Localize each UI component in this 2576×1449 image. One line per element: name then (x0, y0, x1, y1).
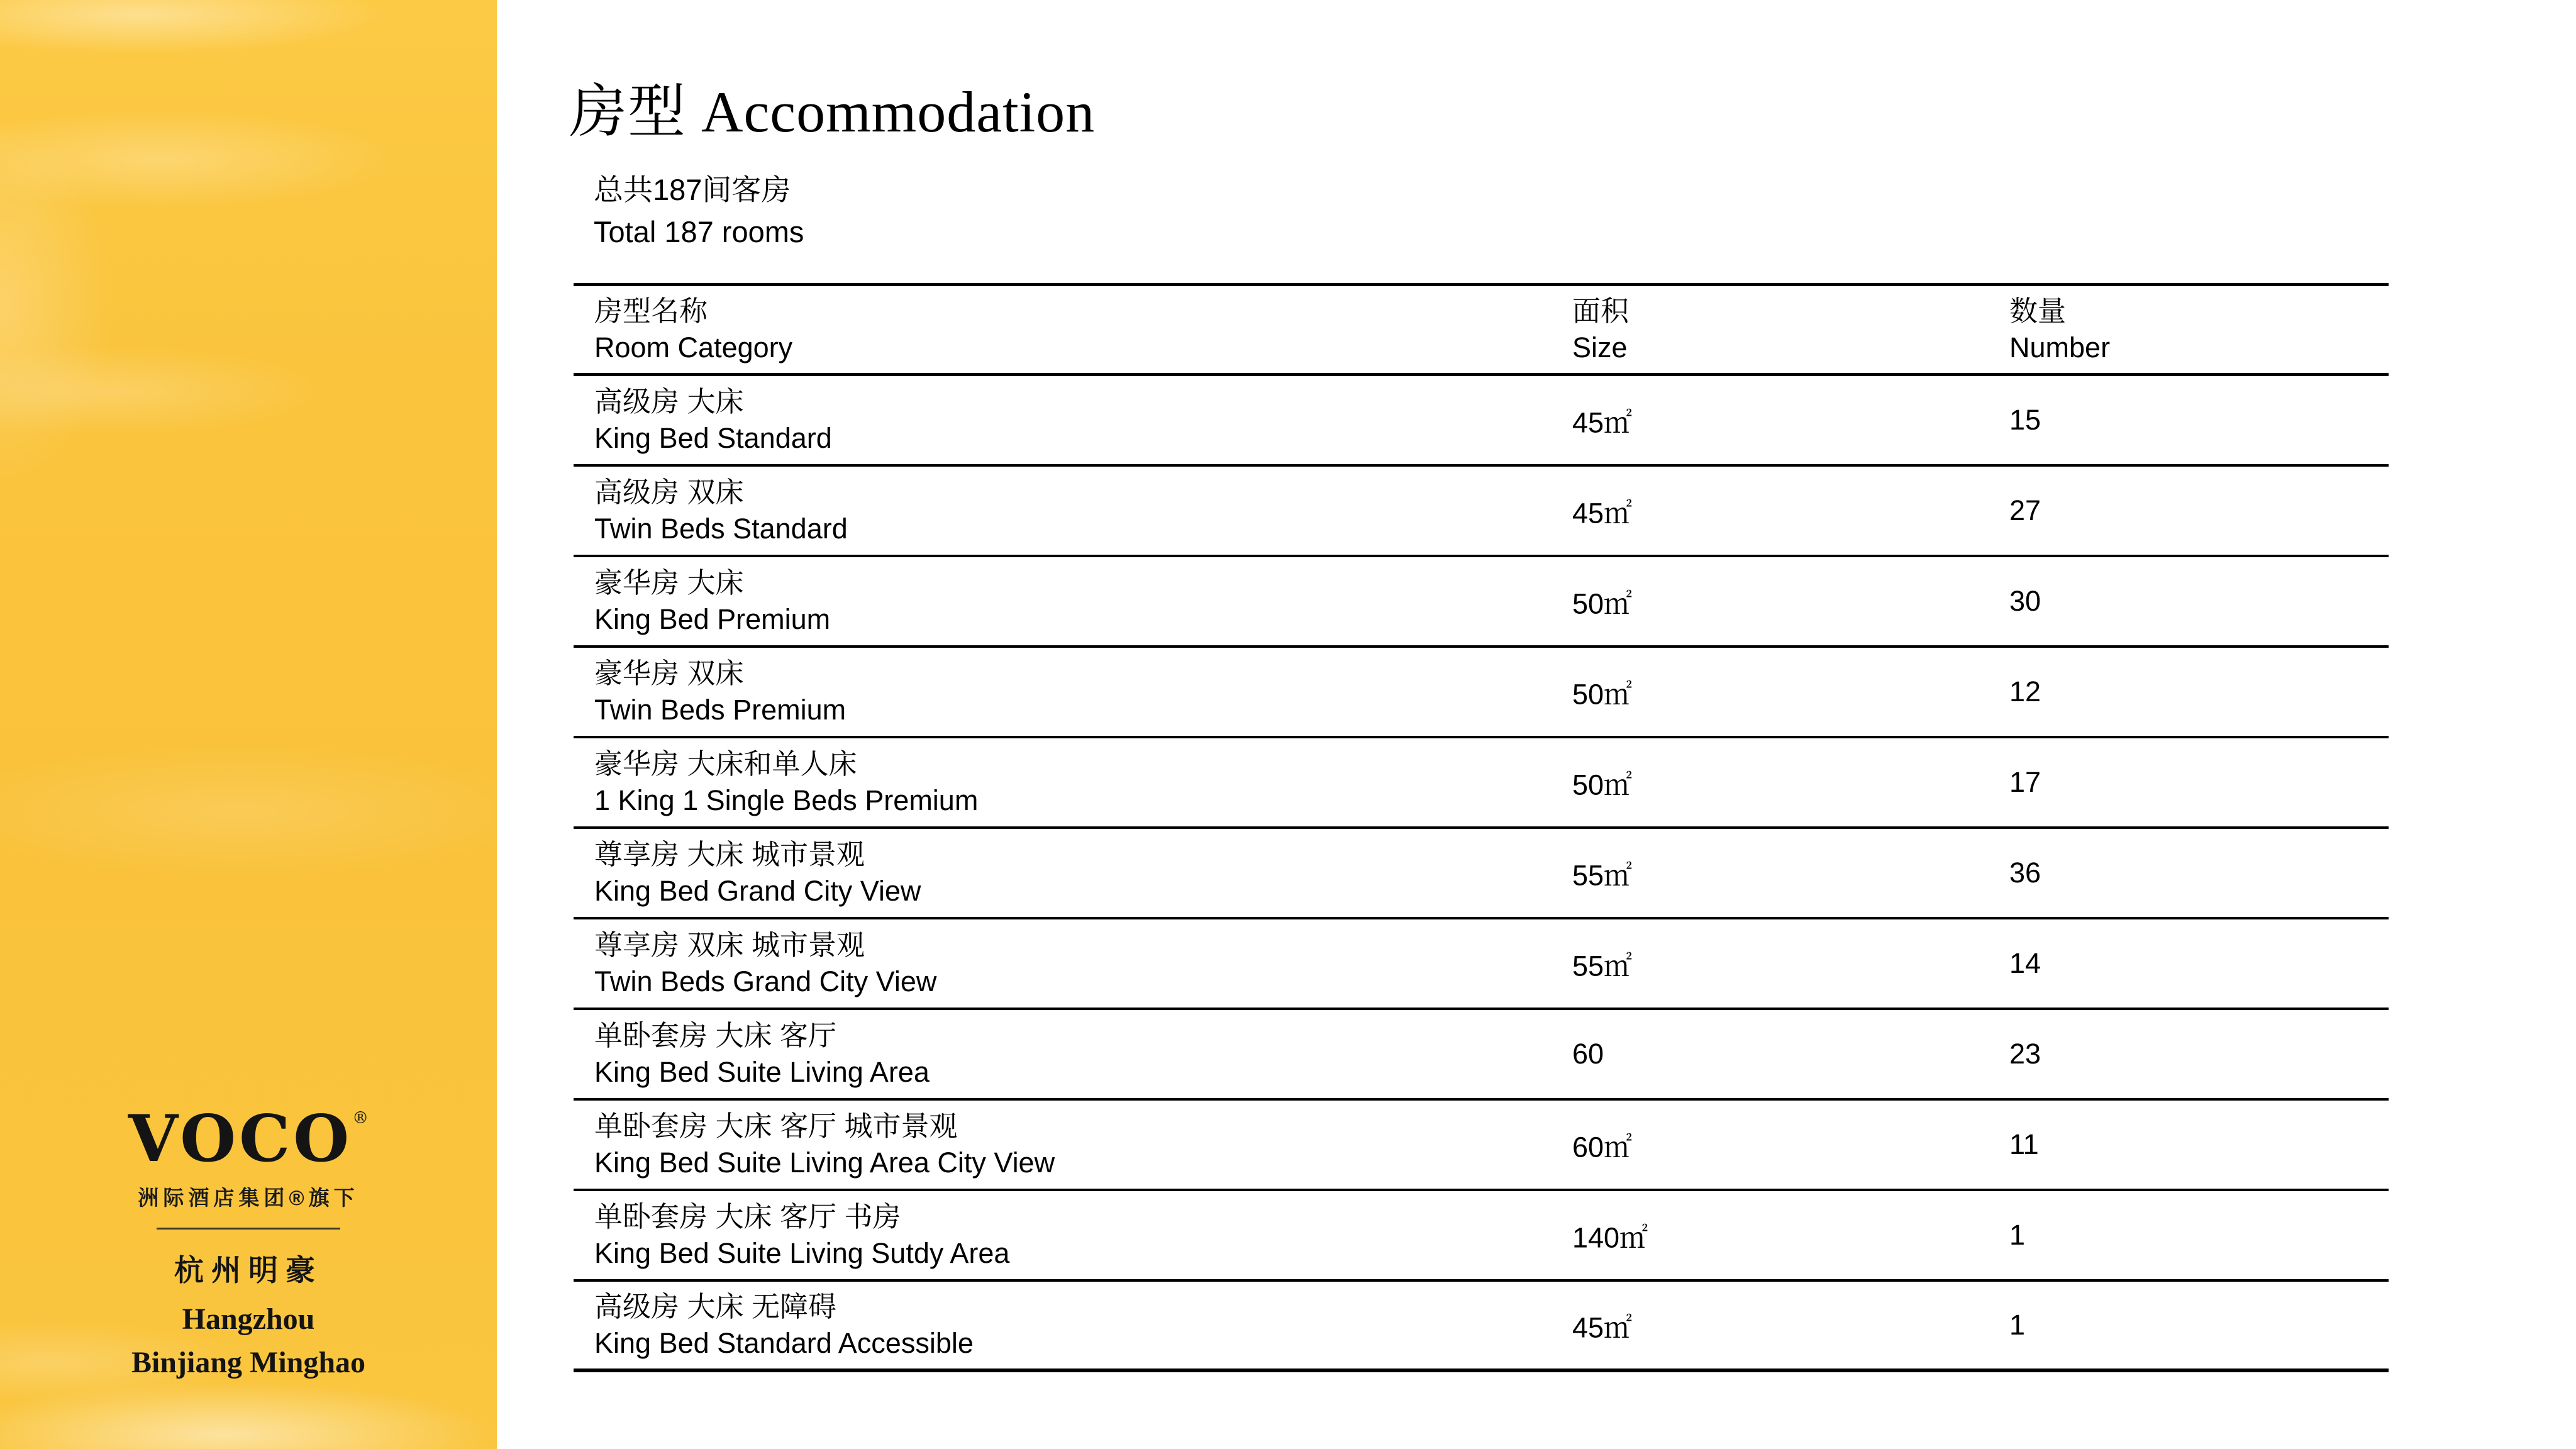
room-name-zh: 单卧套房 大床 客厅 书房 (594, 1201, 901, 1233)
total-rooms-en: Total 187 rooms (594, 215, 804, 248)
table-row (574, 557, 2389, 648)
table-row (574, 738, 2389, 829)
room-name-en: King Bed Premium (594, 603, 831, 635)
brand-logo-block (0, 1101, 497, 1380)
hotel-name-en-line1: Hangzhou (182, 1302, 315, 1336)
table-row (574, 1282, 2389, 1372)
room-name-zh: 豪华房 大床和单人床 (594, 748, 857, 780)
room-name-en: King Bed Suite Living Area (594, 1056, 930, 1088)
room-category-cell (594, 376, 832, 464)
room-name-en: Twin Beds Grand City View (594, 965, 937, 997)
page-title: 房型 Accommodation (569, 80, 1096, 144)
hotel-name-en-line2: Binjiang Minghao (131, 1346, 366, 1380)
header-number (2009, 286, 2110, 373)
room-size-value: 50㎡ (1572, 587, 1633, 620)
room-name-zh: 高级房 大床 无障碍 (594, 1291, 837, 1323)
registered-trademark-icon: ® (352, 1109, 369, 1128)
room-name-en: Twin Beds Premium (594, 694, 847, 726)
room-size-value: 60 (1572, 1038, 1604, 1070)
room-category-cell (594, 648, 846, 736)
room-category-cell (594, 1101, 1055, 1189)
header-number-zh: 数量 (2009, 295, 2067, 327)
room-size-value: 55㎡ (1572, 859, 1633, 892)
room-size-value: 45㎡ (1572, 406, 1633, 439)
room-category-cell (594, 738, 978, 826)
table-row (574, 829, 2389, 919)
room-number-value: 14 (2009, 947, 2041, 979)
room-category-cell (594, 1010, 930, 1098)
table-row (574, 1010, 2389, 1101)
table-row (574, 467, 2389, 557)
table-row (574, 648, 2389, 738)
room-category-cell (594, 557, 830, 645)
room-size-value: 55㎡ (1572, 950, 1633, 982)
room-number-value: 11 (2009, 1128, 2039, 1160)
room-number-value: 27 (2009, 494, 2041, 526)
room-name-en: 1 King 1 Single Beds Premium (594, 784, 979, 816)
room-name-zh: 豪华房 大床 (594, 567, 744, 599)
room-name-en: Twin Beds Standard (594, 513, 848, 545)
header-size-en: Size (1572, 331, 1628, 364)
room-name-en: King Bed Standard Accessible (594, 1327, 974, 1359)
room-number-value: 15 (2009, 404, 2041, 436)
room-name-zh: 单卧套房 大床 客厅 (594, 1019, 837, 1052)
room-name-zh: 尊享房 大床 城市景观 (594, 838, 865, 870)
room-number-value: 12 (2009, 675, 2041, 708)
room-table (574, 283, 2389, 1372)
room-name-zh: 豪华房 双床 (594, 657, 744, 689)
room-size-value: 50㎡ (1572, 678, 1633, 711)
room-number-value: 1 (2009, 1309, 2026, 1341)
table-header-row (574, 286, 2389, 376)
room-category-cell (594, 919, 936, 1008)
room-name-zh: 高级房 大床 (594, 386, 744, 418)
room-size-value: 50㎡ (1572, 769, 1633, 801)
header-room-category-en: Room Category (594, 331, 793, 364)
header-room-category (594, 286, 792, 373)
room-number-value: 36 (2009, 857, 2041, 889)
table-row (574, 376, 2389, 467)
voco-wordmark: VOCO (128, 1101, 353, 1177)
room-name-en: King Bed Suite Living Sutdy Area (594, 1237, 1010, 1269)
room-size-value: 45㎡ (1572, 497, 1633, 530)
room-name-zh: 尊享房 双床 城市景观 (594, 929, 865, 961)
voco-logo (0, 1101, 497, 1177)
room-number-value: 30 (2009, 585, 2041, 617)
header-size (1572, 286, 1629, 373)
brand-tagline: 洲际酒店集团®旗下 (138, 1186, 359, 1210)
total-rooms-zh: 总共187间客房 (594, 173, 791, 206)
room-table-body (574, 376, 2389, 1372)
room-name-zh: 高级房 双床 (594, 476, 744, 508)
room-category-cell (594, 829, 921, 917)
room-name-zh: 单卧套房 大床 客厅 城市景观 (594, 1110, 958, 1142)
table-row (574, 919, 2389, 1010)
sidebar-yellow-panel (0, 0, 497, 1449)
room-category-cell (594, 1282, 974, 1368)
room-name-en: King Bed Grand City View (594, 875, 921, 907)
room-name-en: King Bed Suite Living Area City View (594, 1146, 1055, 1179)
header-size-zh: 面积 (1572, 295, 1629, 327)
room-name-en: King Bed Standard (594, 422, 832, 454)
total-rooms-subtitle (594, 169, 804, 253)
table-row (574, 1191, 2389, 1282)
room-size-value: 60㎡ (1572, 1131, 1633, 1163)
room-size-value: 140㎡ (1572, 1221, 1648, 1254)
divider (157, 1228, 340, 1230)
hotel-name-zh: 杭州明豪 (174, 1255, 323, 1288)
header-number-en: Number (2009, 331, 2111, 364)
room-size-value: 45㎡ (1572, 1311, 1633, 1344)
room-number-value: 17 (2009, 766, 2041, 798)
room-category-cell (594, 467, 848, 555)
room-category-cell (594, 1191, 1009, 1279)
header-room-category-zh: 房型名称 (594, 295, 708, 327)
table-row (574, 1101, 2389, 1191)
room-number-value: 1 (2009, 1219, 2026, 1251)
room-number-value: 23 (2009, 1038, 2041, 1070)
